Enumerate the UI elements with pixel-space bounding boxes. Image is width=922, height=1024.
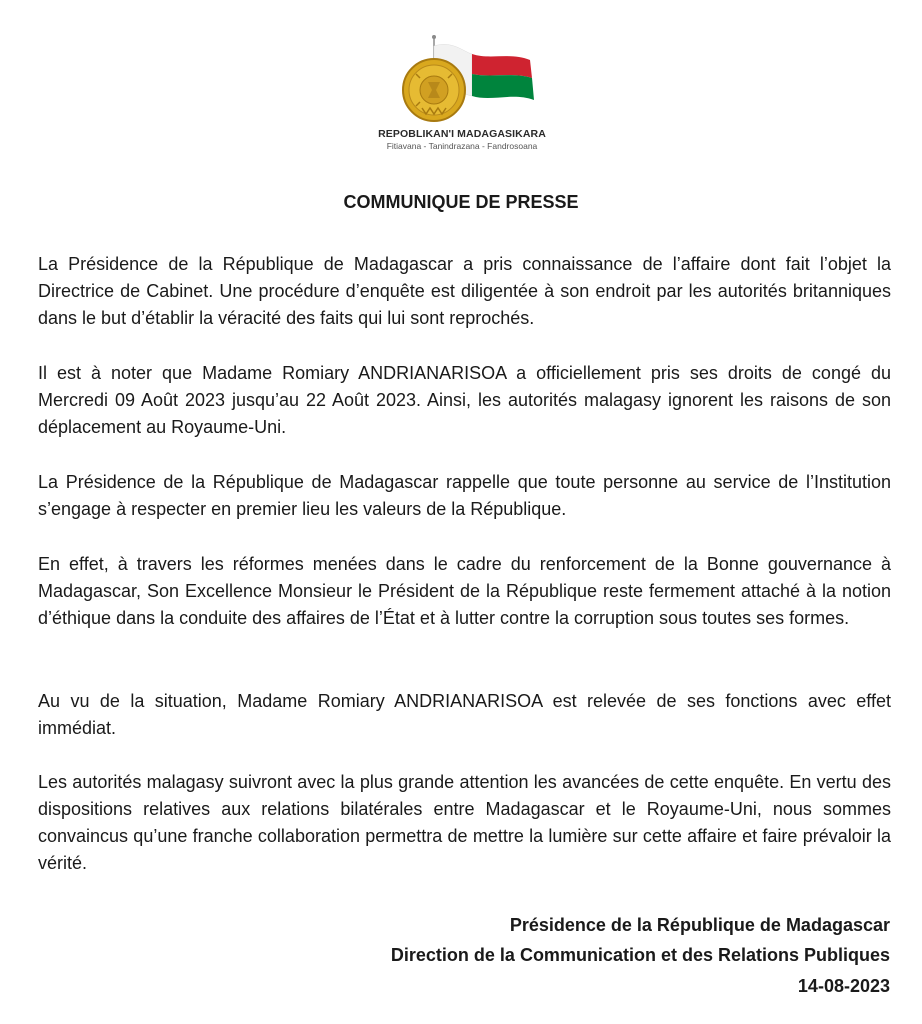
paragraph-5: Au vu de la situation, Madame Romiary ANDRIANARISOA est relevée de ses fonctions avec effet immédiat. [38, 691, 891, 738]
signature-department: Direction de la Communication et des Relations Publiques [390, 945, 890, 965]
paragraph-6: Les autorités malagasy suivront avec la plus grande attention les avancées de cette enquête. En vertu des dispositions relatives aux relations bilatérales entre Madagascar et le Royaume-Uni, nous sommes convaincus qu’une franche collaboration permettra de mettre la lumière sur cette affaire et faire prévaloir la vérité. [38, 772, 891, 873]
emblem-country-name: REPOBLIKAN'I MADAGASIKARA [378, 128, 546, 140]
emblem-motto: Fitiavana - Tanindrazana - Fandrosoana [386, 141, 538, 151]
paragraph-4: En effet, à travers les réformes menées dans le cadre du renforcement de la Bonne gouvernance à Madagascar, Son Excellence Monsieur le Président de la République reste fermement attaché à la notion d’éthique dans la conduite des affaires de l’État et à lutter contre la corruption sous toutes ses formes. [38, 554, 891, 628]
paragraph-1: La Présidence de la République de Madagascar a pris connaissance de l’affaire dont fait l’objet la Directrice de Cabinet. Une procédure d’enquête est diligentée à son endroit par les autorités britanniques dans le but d’établir la véracité des faits qui lui sont reprochés. [38, 254, 891, 328]
document-title: COMMUNIQUE DE PRESSE [343, 192, 579, 212]
signature-institution: Présidence de la République de Madagascar [509, 915, 890, 935]
paragraph-3: La Présidence de la République de Madagascar rappelle que toute personne au service de l’Institution s’engage à respecter en premier lieu les valeurs de la République. [38, 472, 891, 519]
signature-date: 14-08-2023 [797, 976, 890, 996]
seal-flag-icon [372, 34, 552, 128]
republic-emblem [372, 34, 552, 154]
paragraph-2: Il est à noter que Madame Romiary ANDRIANARISOA a officiellement pris ses droits de congé du Mercredi 09 Août 2023 jusqu’au 22 Août 2023. Ainsi, les autorités malagasy ignorent les raisons de son déplacement au Royaume-Uni. [38, 363, 891, 437]
